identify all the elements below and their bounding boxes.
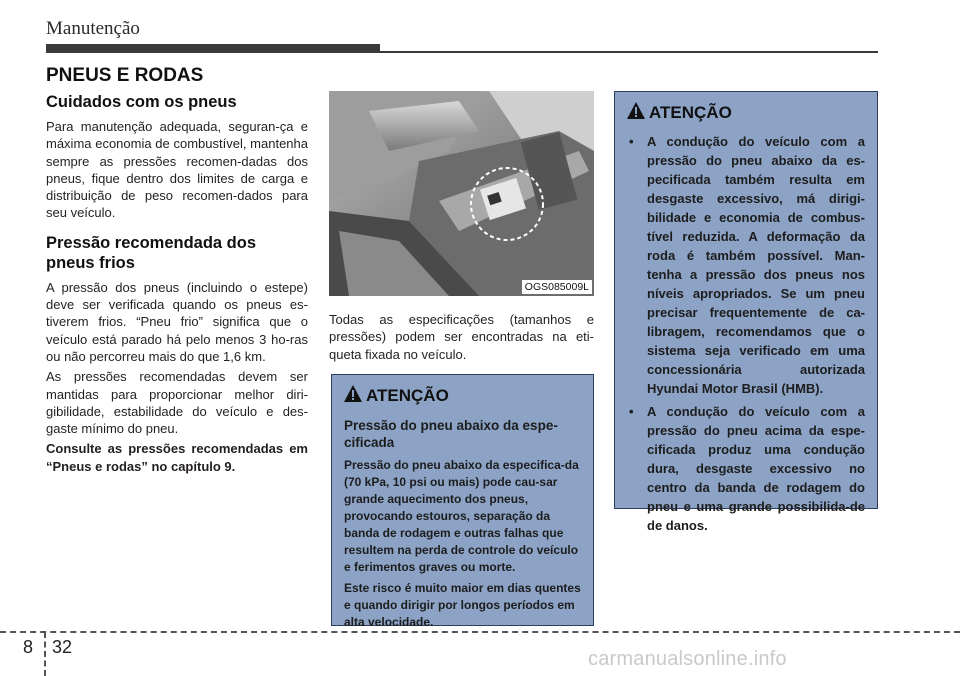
warning-subtitle: Pressão do pneu abaixo da espe-cificada — [344, 418, 558, 450]
door-label-photo — [329, 91, 594, 296]
figure-description: Todas as especificações (tamanhos e pressões) podem ser encontradas na eti-queta fixada no veículo. — [329, 312, 594, 362]
warning-title: ATENÇÃO — [366, 386, 449, 405]
cold-pressure-paragraph-2: As pressões recomendadas devem ser mantidas para proporcionar melhor diri-gibilidade, estabilidade do veículo e des-gaste mínimo do pneu. — [46, 369, 308, 437]
left-column — [46, 92, 308, 478]
header-rule-thick — [46, 44, 380, 53]
chapter-number: 8 — [23, 637, 34, 657]
warning-paragraph-1: Pressão do pneu abaixo da especifica-da (70 kPa, 10 psi ou mais) pode cau-sar grande aquecimento dos pneus, provocando estouros, separação da banda de rodagem e outras falhas que resultem na perda de controle do veículo e ferimentos graves ou morte. — [344, 458, 579, 574]
warning-list — [627, 132, 865, 535]
tire-care-heading: Cuidados com os pneus — [46, 93, 237, 111]
tire-care-body: Para manutenção adequada, seguran-ça e máxima economia de combustível, mantenha sempre as pressões recomen-dadas dos pneus, fique dentro dos limites de carga e distribuição de peso recomen-dados para seu veículo. — [46, 119, 308, 221]
cold-pressure-heading: Pressão recomendada dos pneus frios — [46, 233, 257, 272]
watermark-text: carmanualsonline.info — [588, 648, 787, 670]
header-rule-thin — [380, 51, 878, 53]
warning-triangle-icon — [344, 385, 362, 407]
warning-list-item: • A condução do veículo com a pressão do pneu acima da espe-cificada produz uma condução dura, desgaste excessivo no centro da banda de rodagem do pneu e uma grande possibilida-de de danos. — [627, 402, 865, 535]
warning-triangle-icon — [627, 102, 645, 124]
section-title: PNEUS E RODAS — [46, 65, 204, 86]
warning-paragraph-2: Este risco é muito maior em dias quentes e quando dirigir por longos períodos em alta velocidade. — [344, 581, 581, 629]
figure-code-caption: OGS085009L — [522, 280, 592, 294]
footer-divider — [0, 631, 960, 633]
cold-pressure-paragraph-3: Consulte as pressões recomendadas em “Pneus e rodas” no capítulo 9. — [46, 441, 308, 474]
door-jamb-illustration — [329, 91, 594, 296]
cold-pressure-paragraph-1: A pressão dos pneus (incluindo o estepe) deve ser verificada quando os pneus es-tiverem frios. “Pneu frio” significa que o veículo está parado há pelo menos 3 ho-ras ou não percorreu mais do que 1,6 km. — [46, 279, 308, 364]
footer-vertical-divider — [44, 632, 46, 676]
chapter-header-title: Manutenção — [46, 18, 140, 39]
page-number: 32 — [52, 637, 73, 657]
warning-title: ATENÇÃO — [649, 103, 732, 122]
warning-list-item: • A condução do veículo com a pressão do pneu abaixo da es-pecificada também resulta em desgaste excessivo, má dirigi-bilidade e economia de combus-tível reduzida. A deformação da roda é também possível. Man-tenha a pressão dos pneus nos níveis apropriados. Se um pneu precisar frequentemente de ca-libragem, recomendamos que o sistema seja verificado em uma concessionária autorizada Hyundai Motor Brasil (HMB). — [627, 132, 865, 398]
warning-box-underinflation — [331, 374, 594, 629]
warning-box-pressure — [614, 91, 878, 533]
